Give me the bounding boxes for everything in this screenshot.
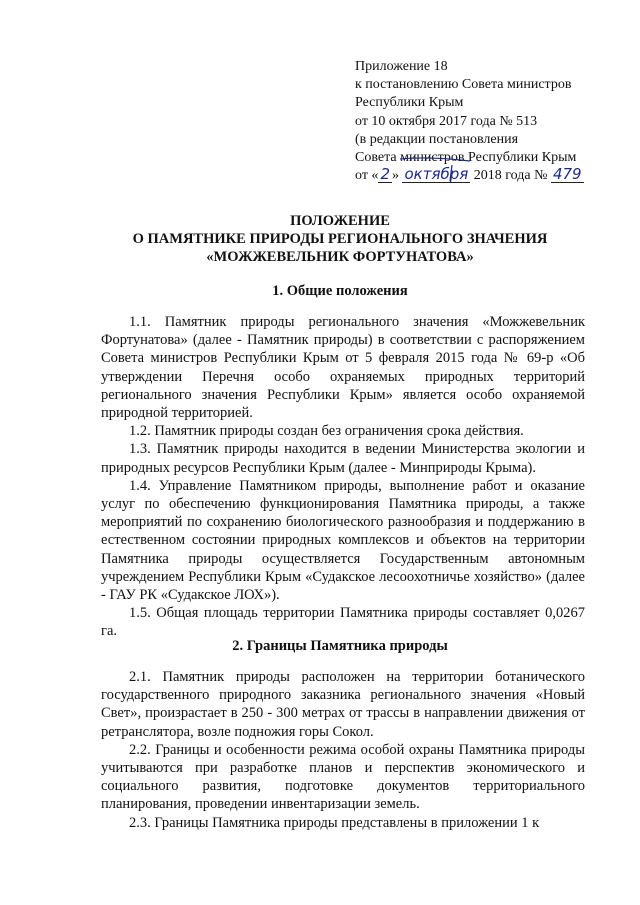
paragraph: 1.4. Управление Памятником природы, выполнение работ и оказание услуг по обеспечению функционирования Памятника природы, а также мероприятий по сохранению биологического разнообразия и поддержанию в естественном состоянии природных комплексов и объектов на территории Памятника природы осуществляется Государственным автономным учреждением Республики Крым «Судакское лесоохотничье хозяйство» (далее - ГАУ РК «Судакское ЛОХ»).	[101, 477, 585, 604]
title-line: ПОЛОЖЕНИЕ	[290, 213, 390, 229]
paragraph: 2.3. Границы Памятника природы представлены в приложении 1 к	[129, 814, 540, 831]
paragraph: 1.1. Памятник природы регионального значения «Можжевельник Фортунатова» (далее - Памятник природы) в соответствии с распоряжением Совета министров Республики Крым от 5 февраля 2015 года № 69-р «Об утверждении Перечня особо охраняемых природных территорий регионального значения Республики Крым» является особо охраняемой природной территорией.	[101, 314, 585, 422]
date-mid: »	[391, 168, 399, 184]
document-title	[70, 212, 610, 266]
title-line: «МОЖЖЕВЕЛЬНИК ФОРТУНАТОВА»	[206, 249, 474, 265]
section-general-body	[101, 313, 585, 641]
date-year: 2018 года №	[473, 168, 548, 184]
paragraph: 1.2. Памятник природы создан без ограничения срока действия.	[129, 423, 524, 440]
paragraph: 2.2. Границы и особенности режима особой охраны Памятника природы учитываются при разработке планов и перспектив экономического и социального развития, подготовке документов территориального планирования, проведении инвентаризации земель.	[101, 741, 585, 813]
title-line: О ПАМЯТНИКЕ ПРИРОДЫ РЕГИОНАЛЬНОГО ЗНАЧЕНИЯ	[132, 231, 548, 247]
date-prefix: от «	[355, 168, 379, 184]
handwritten-day: 2	[380, 165, 390, 184]
paragraph: 1.5. Общая площадь территории Памятника природы составляет 0,0267 га.	[101, 605, 585, 640]
header-line: Совета министров Республики Крым	[355, 150, 577, 166]
section-heading-boundaries: 2. Границы Памятника природы	[232, 638, 448, 654]
paragraph: 1.3. Памятник природы находится в ведении Министерства экологии и природных ресурсов Республики Крым (далее - Минприроды Крыма).	[101, 441, 585, 476]
header-line: (в редакции постановления	[355, 131, 519, 147]
paragraph: 2.1. Памятник природы расположен на территории ботанического государственного природного заказника регионального значения «Новый Свет», произрастает в 250 - 300 метрах от трассы в направлении движения от ретранслятора, возле подножия горы Сокол.	[101, 669, 585, 740]
header-line: от 10 октября 2017 года № 513	[355, 113, 538, 129]
handwritten-stroke-icon	[390, 155, 480, 183]
handwritten-number: 479	[552, 165, 582, 184]
section-boundaries-body	[101, 668, 585, 832]
handwritten-month: октября	[404, 165, 469, 184]
header-line: к постановлению Совета министров	[355, 77, 572, 93]
header-line: Приложение 18	[355, 59, 448, 74]
section-heading-general: 1. Общие положения	[272, 283, 408, 299]
header-line: Республики Крым	[355, 95, 464, 111]
